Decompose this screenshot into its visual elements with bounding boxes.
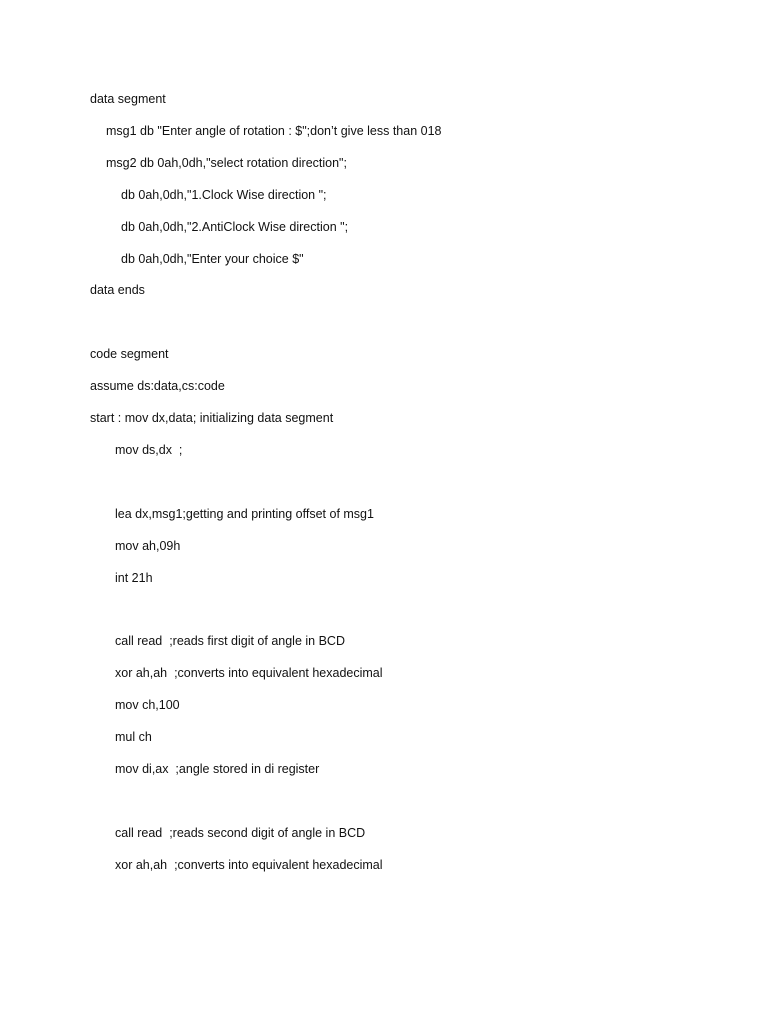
code-line-db-anticlockwise: db 0ah,0dh,"2.AntiClock Wise direction "; — [121, 220, 349, 234]
code-line-lea-dx: lea dx,msg1;getting and printing offset of msg1 — [115, 507, 374, 521]
code-line-int-21h: int 21h — [115, 571, 153, 585]
code-line-assume: assume ds:data,cs:code — [90, 379, 225, 393]
code-line-mul-ch: mul ch — [115, 730, 152, 744]
code-line-db-clockwise: db 0ah,0dh,"1.Clock Wise direction "; — [121, 188, 327, 202]
code-line-msg1: msg1 db "Enter angle of rotation : $";don’t give less than 018 — [106, 124, 442, 138]
code-line-mov-ds: mov ds,dx ; — [115, 443, 183, 457]
code-line-start: start : mov dx,data; initializing data segment — [90, 411, 334, 425]
code-line-mov-ch: mov ch,100 — [115, 698, 180, 712]
code-line-call-read-second: call read ;reads second digit of angle in BCD — [115, 826, 366, 840]
code-line-mov-di: mov di,ax ;angle stored in di register — [115, 762, 320, 776]
code-line-xor-second: xor ah,ah ;converts into equivalent hexadecimal — [115, 858, 383, 872]
code-line-data-segment: data segment — [90, 92, 166, 106]
code-line-data-ends: data ends — [90, 283, 145, 297]
code-line-msg2: msg2 db 0ah,0dh,"select rotation direction"; — [106, 156, 347, 170]
code-line-call-read-first: call read ;reads first digit of angle in BCD — [115, 634, 345, 648]
code-line-mov-ah: mov ah,09h — [115, 539, 181, 553]
code-line-xor-first: xor ah,ah ;converts into equivalent hexadecimal — [115, 666, 383, 680]
code-line-db-choice: db 0ah,0dh,"Enter your choice $" — [121, 252, 304, 266]
code-line-code-segment: code segment — [90, 347, 169, 361]
